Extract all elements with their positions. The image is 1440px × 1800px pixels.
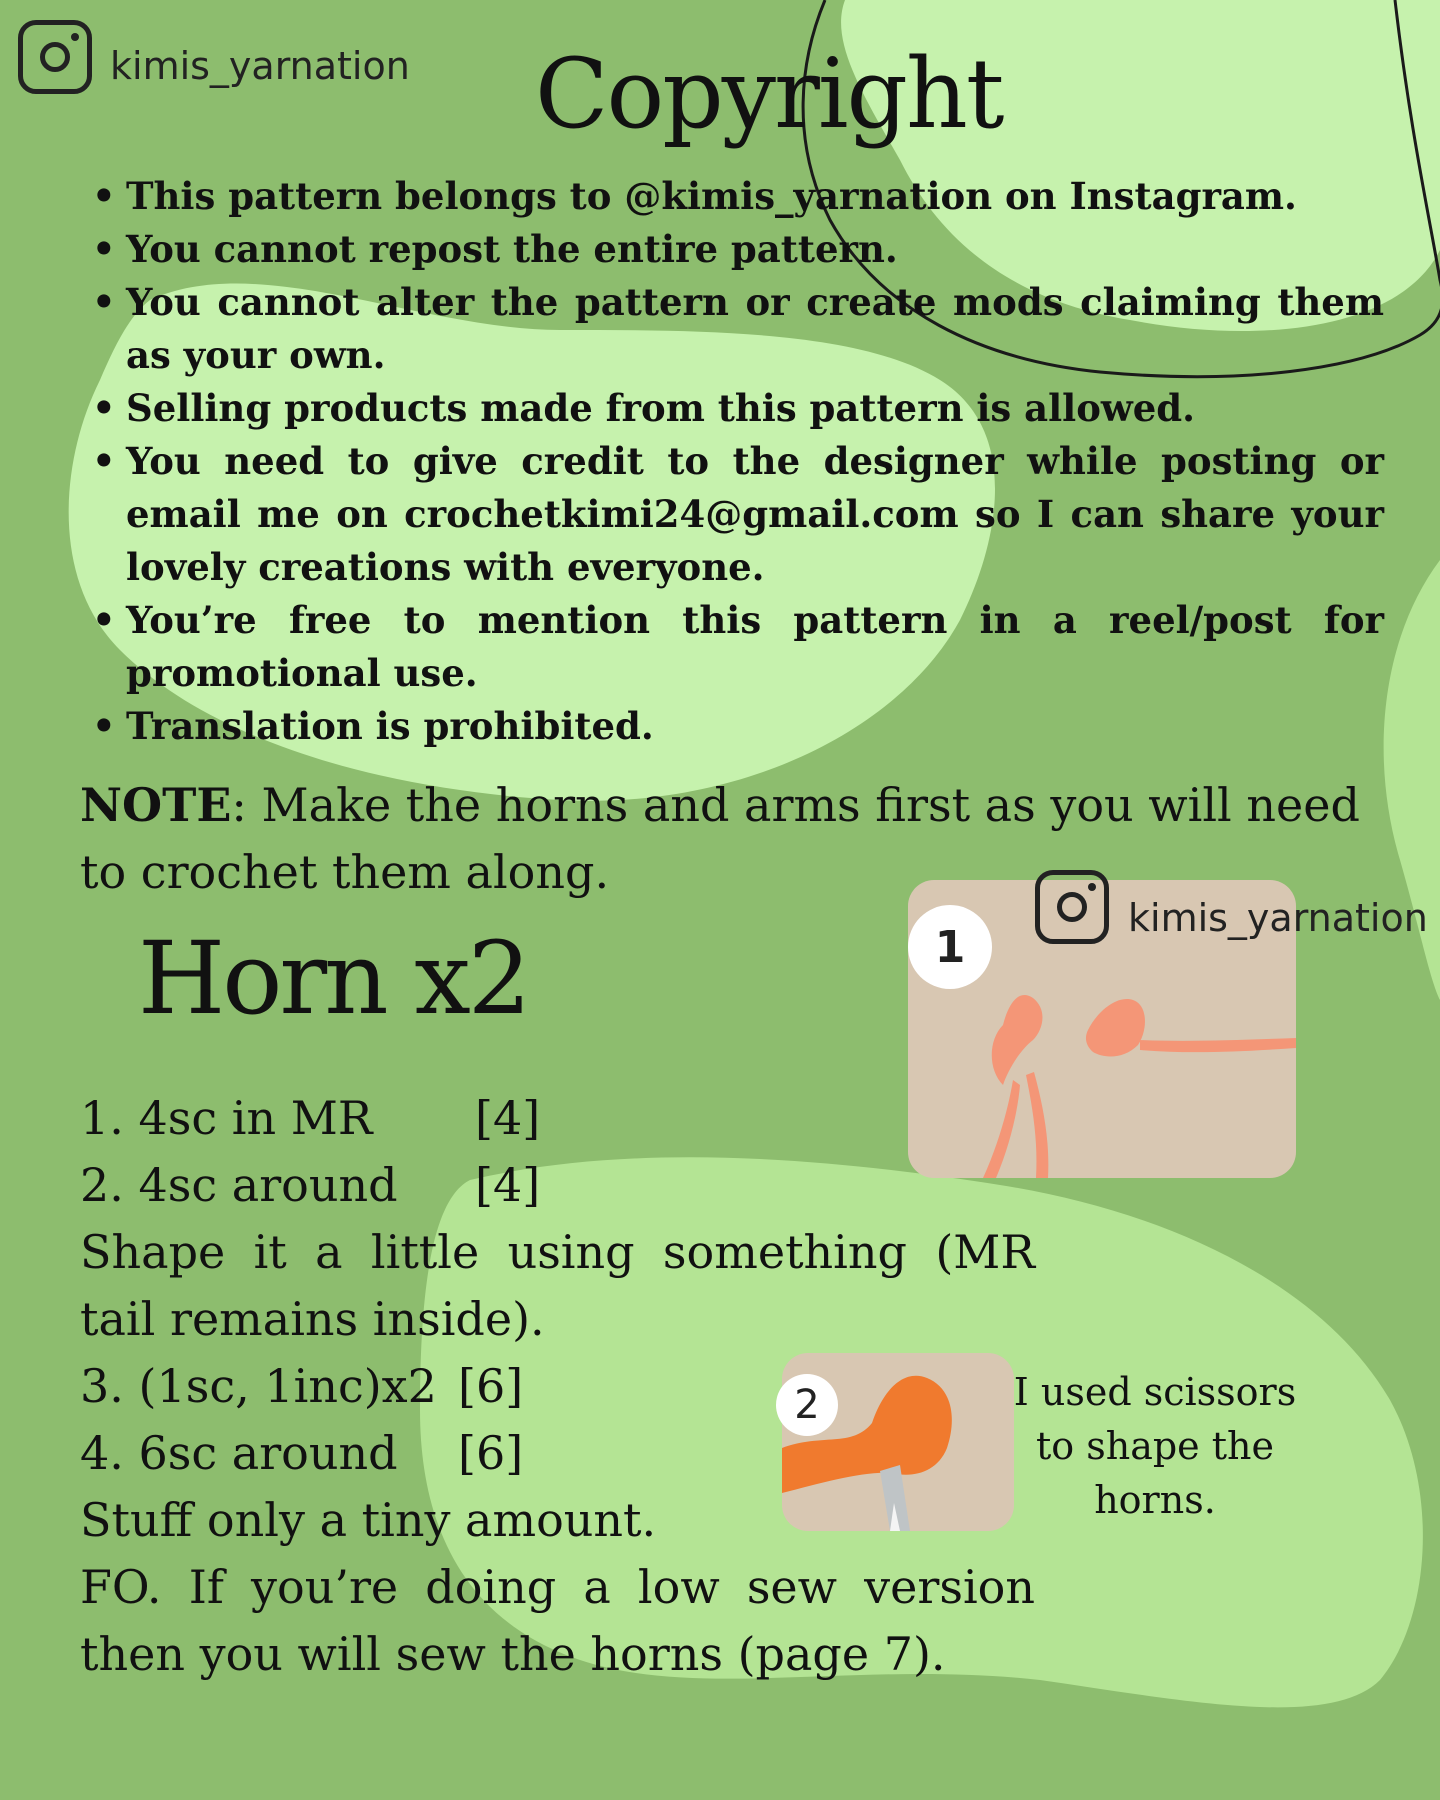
horn-step: 1. 4sc in MR	[80, 1091, 373, 1145]
note-text: : Make the horns and arms first as you will need to crochet them along.	[80, 778, 1360, 899]
horn-step: 3. (1sc, 1inc)x2	[80, 1359, 437, 1413]
stuff-instruction: Stuff only a tiny amount.	[80, 1493, 657, 1547]
page-title: Copyright	[535, 38, 1003, 150]
note-label: NOTE	[80, 778, 232, 832]
rule-item: • You cannot repost the entire pattern.	[126, 223, 1384, 276]
horn-step: 4. 6sc around	[80, 1426, 398, 1480]
horn-step-count: [4]	[475, 1158, 541, 1212]
horn-step: 2. 4sc around	[80, 1158, 398, 1212]
instagram-icon	[18, 20, 92, 94]
instagram-handle: kimis_yarnation	[110, 44, 410, 88]
shape-instruction: Shape it a little using something (MR tail remains inside).	[80, 1225, 1035, 1346]
rule-item: • Translation is prohibited.	[126, 700, 1384, 753]
copyright-rules-list	[92, 170, 1384, 753]
photo-caption: I used scissors to shape the horns.	[1013, 1370, 1297, 1522]
horn-title: Horn x2	[138, 920, 529, 1037]
rule-item: • You’re free to mention this pattern in a reel/post for promotional use.	[126, 594, 1384, 700]
photo-number-badge: 2	[776, 1374, 838, 1436]
photo-number-badge: 1	[908, 905, 992, 989]
photo-watermark-handle: kimis_yarnation	[1128, 896, 1428, 940]
horn-step-count: [6]	[458, 1426, 524, 1480]
rule-item: • You cannot alter the pattern or create mods claiming them as your own.	[126, 276, 1384, 382]
rule-item: • This pattern belongs to @kimis_yarnation on Instagram.	[126, 170, 1384, 223]
fo-instruction: FO. If you’re doing a low sew version then you will sew the horns (page 7).	[80, 1560, 1035, 1681]
rule-item: • You need to give credit to the designer while posting or email me on crochetkimi24@gmail.com so I can share your lovely creations with everyone.	[126, 435, 1384, 594]
rule-item: • Selling products made from this pattern is allowed.	[126, 382, 1384, 435]
instagram-icon	[1035, 870, 1109, 944]
horn-step-count: [4]	[475, 1091, 541, 1145]
horn-step-count: [6]	[458, 1359, 524, 1413]
